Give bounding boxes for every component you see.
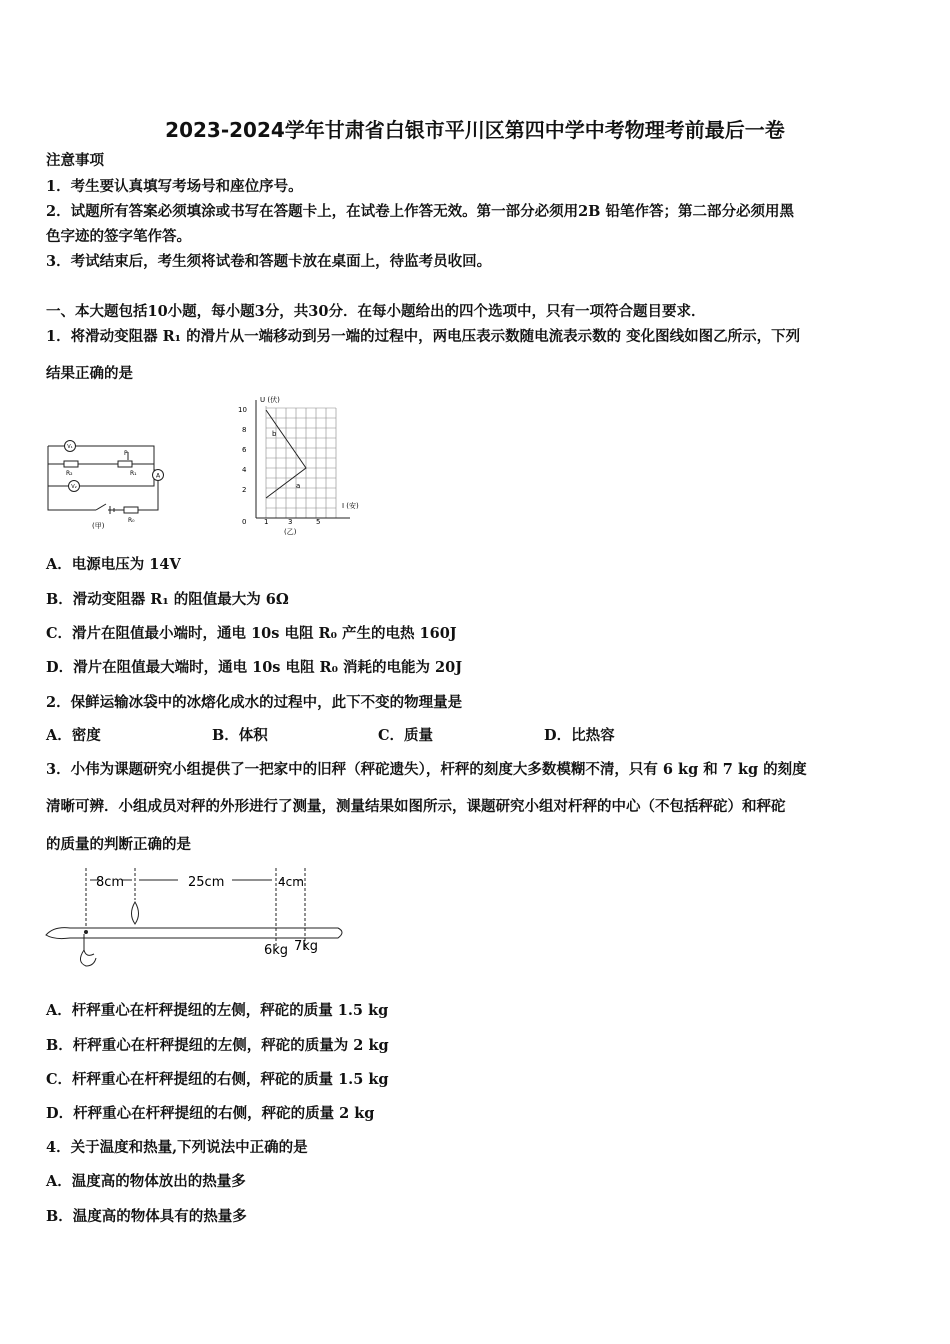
q4-option-b[interactable]: B．温度高的物体具有的热量多 [46,1208,247,1225]
dim-25cm: 25cm [188,875,225,890]
ytick-10: 10 [238,406,247,414]
dim-8cm: 8cm [96,875,125,890]
xtick-3: 3 [288,518,293,526]
ytick-8: 8 [242,426,247,434]
q3-option-b[interactable]: B．杆秤重心在杆秤提纽的左侧，秤砣的质量为 2 kg [46,1037,389,1054]
q2-option-a[interactable]: A．密度 [46,727,101,744]
q3-steelyard-figure [44,862,354,980]
section-heading: 一、本大题包括10小题，每小题3分，共30分．在每小题给出的四个选项中，只有一项符合题目要求． [46,303,706,320]
q2-option-d[interactable]: D．比热容 [544,727,615,744]
mark-7kg: 7kg [294,939,319,954]
q3-stem-line3: 的质量的判断正确的是 [46,836,191,853]
q1-option-b[interactable]: B．滑动变阻器 R₁ 的阻值最大为 6Ω [46,591,289,608]
r1-label: R₁ [130,470,137,477]
notice-item-3: 3．考试结束后，考生须将试卷和答题卡放在桌面上，待监考员收回。 [46,253,492,270]
xtick-5: 5 [316,518,321,526]
graph-caption: (乙) [284,528,297,536]
notice-item-2: 2．试题所有答案必须填涂或书写在答题卡上，在试卷上作答无效。第一部分必须用2B 铅笔作答；第二部分必须用黑 [46,203,794,220]
q1-graph [232,394,382,538]
r2-label: R₂ [66,470,73,477]
line-b-label: b [272,430,277,438]
dim-4cm: 4cm [278,875,304,889]
ytick-2: 2 [242,486,247,494]
ytick-4: 4 [242,466,247,474]
q3-option-d[interactable]: D．杆秤重心在杆秤提纽的右侧，秤砣的质量 2 kg [46,1105,375,1122]
v2-label: V₂ [71,484,77,490]
a-label: A [155,472,161,480]
ytick-6: 6 [242,446,247,454]
page-title: 2023-2024学年甘肃省白银市平川区第四中学中考物理考前最后一卷 [165,118,785,142]
q3-option-c[interactable]: C．杆秤重心在杆秤提纽的右侧，秤砣的质量 1.5 kg [46,1071,389,1088]
graph-xlabel: I (安) [342,502,359,510]
graph-ylabel: U (伏) [260,396,280,404]
q1-option-c[interactable]: C．滑片在阻值最小端时，通电 10s 电阻 R₀ 产生的电热 160J [46,625,457,642]
xtick-0: 0 [242,518,247,526]
q1-option-a[interactable]: A．电源电压为 14V [46,556,181,573]
r0-label: R₀ [128,517,135,524]
xtick-1: 1 [264,518,269,526]
circuit-caption: (甲) [92,522,105,530]
p-label: P [124,450,128,457]
notice-heading: 注意事项 [46,152,104,169]
q2-option-b[interactable]: B．体积 [212,727,268,744]
v1-label: V₁ [67,444,73,450]
line-a-label: a [296,482,301,490]
mark-6kg: 6kg [264,943,289,958]
q3-stem-line2: 清晰可辨．小组成员对秤的外形进行了测量，测量结果如图所示，课题研究小组对杆秤的中心（不包括秤砣）和秤砣 [46,798,786,815]
q4-option-a[interactable]: A．温度高的物体放出的热量多 [46,1173,246,1190]
q3-stem-line1: 3．小伟为课题研究小组提供了一把家中的旧秤（秤砣遗失），杆秤的刻度大多数模糊不清，只有 6 kg 和 7 kg 的刻度 [46,761,807,778]
q2-stem: 2．保鲜运输冰袋中的冰熔化成水的过程中，此下不变的物理量是 [46,694,463,711]
notice-item-2-cont: 色字迹的签字笔作答。 [46,228,191,245]
q3-option-a[interactable]: A．杆秤重心在杆秤提纽的左侧，秤砣的质量 1.5 kg [46,1002,389,1019]
q1-stem-line1: 1．将滑动变阻器 R₁ 的滑片从一端移动到另一端的过程中，两电压表示数随电流表示数的 变化图线如图乙所示，下列 [46,328,801,345]
q1-stem-line2: 结果正确的是 [46,365,133,382]
q2-option-c[interactable]: C．质量 [378,727,434,744]
q1-circuit-diagram [44,438,174,530]
q1-option-d[interactable]: D．滑片在阻值最大端时，通电 10s 电阻 R₀ 消耗的电能为 20J [46,659,463,676]
q4-stem: 4．关于温度和热量,下列说法中正确的是 [46,1139,308,1156]
notice-item-1: 1．考生要认真填写考场号和座位序号。 [46,178,303,195]
